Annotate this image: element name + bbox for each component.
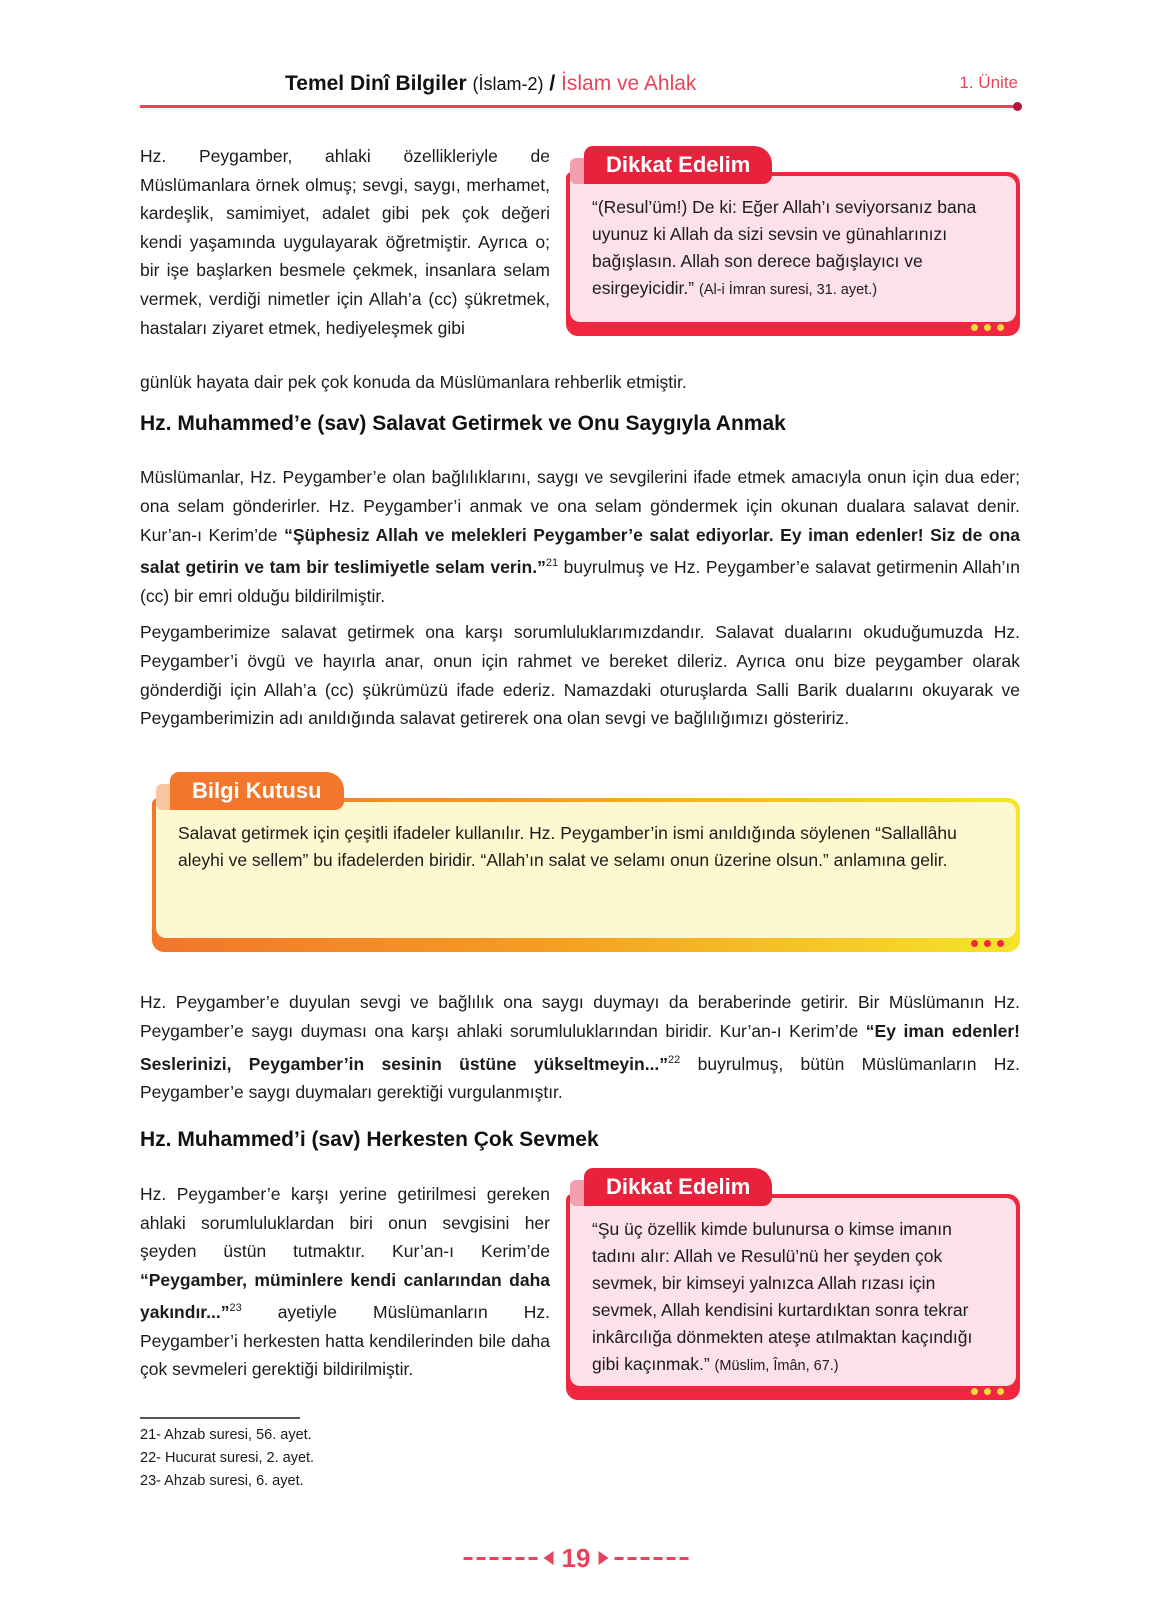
footnote-ref-21: 21 <box>545 557 559 570</box>
callout-text-wrap-1 <box>570 176 1016 322</box>
paragraph-4-part-b: buyrulmuş, bütün Müslümanların Hz. Peygamber’e saygı duymaları gerektiği vurgulanmıştır. <box>140 1053 1020 1103</box>
paragraph-5-part-b: ayetiyle Müslümanların Hz. Peygamber’i herkesten hatta kendilerinden bile daha çok sevmeleri gerektiği bildirilmiştir. <box>140 1302 550 1380</box>
header-title <box>285 72 696 96</box>
triangle-right-icon <box>598 1551 608 1565</box>
footnote-item: 21- Ahzab suresi, 56. ayet. <box>140 1427 312 1443</box>
header-title-paren: (İslam-2) <box>472 74 544 94</box>
callout-quote-1: “(Resul’üm!) De ki: Eğer Allah’ı seviyorsanız bana uyunuz ki Allah da sizi sevsin ve günahlarınızı bağışlasın. Allah son derece bağışlayıcı ve esirgeyicidir.” <box>592 197 977 298</box>
page-number-dashes-right <box>614 1557 688 1560</box>
page-number-dashes-left <box>464 1557 538 1560</box>
paragraph-2-quote: “Şüphesiz Allah ve melekleri Peygamber’e salat ediyorlar. Ey iman edenler! Siz de ona salat getirin ve tam bir teslimiyetle selam verin.” <box>140 524 1021 578</box>
callout-body-3 <box>566 1194 1020 1400</box>
paragraph-1-tail: günlük hayata dair pek çok konuda da Müslümanlara rehberlik etmiştir. <box>140 372 687 392</box>
paragraph-4 <box>140 988 1020 1107</box>
paragraph-4-part-a: Hz. Peygamber’e duyulan sevgi ve bağlılık ona saygı duymayı da beraberinde getirir. Bir Müslümanın Hz. Peygamber’e saygı duyması ona karşı ahlaki sorumluluklarından biridir. Kur’an-ı Kerim’de <box>140 992 1020 1041</box>
callout-body-2 <box>152 798 1020 952</box>
section-heading-sevmek: Hz. Muhammed’i (sav) Herkesten Çok Sevmek <box>140 1128 599 1151</box>
paragraph-5-left-column <box>140 1180 550 1384</box>
header-unit-label: 1. Ünite <box>959 73 1018 92</box>
page-footer <box>0 1545 1152 1579</box>
paragraph-5-quote: “Peygamber, müminlere kendi canlarından daha yakındır...” <box>140 1269 550 1323</box>
header-title-section: İslam ve Ahlak <box>561 72 697 95</box>
header-divider <box>140 105 1020 108</box>
footnote-item: 23- Ahzab suresi, 6. ayet. <box>140 1473 304 1489</box>
footnote-list <box>140 1424 640 1493</box>
paragraph-5-part-a: Hz. Peygamber’e karşı yerine getirilmesi gereken ahlaki sorumluluklardan biri onun sevgisini her şeyden üstün tutmaktır. Kur’an-ı Kerim’de <box>140 1184 550 1262</box>
callout-box-bilgi-kutusu <box>152 772 1020 952</box>
footnote-ref-23: 23 <box>229 1302 242 1315</box>
paragraph-2-part-b: buyrulmuş ve Hz. Peygamber’e salavat getirmenin Allah’ın (cc) bir emri olduğu bildirilmiştir. <box>140 557 1021 607</box>
callout-tab-label-3: Dikkat Edelim <box>584 1168 772 1206</box>
callout-quote-3: “Şu üç özellik kimde bulunursa o kimse imanın tadını alır: Allah ve Resulü’nü her şeyden çok sevmek, bir kimseyi yalnızca Allah rızası için sevmek, Allah kendisini kurtardıktan sonra tekrar inkârcılığa dönmekten ateşe atılmaktan kaçındığı gibi kaçınmak.” <box>592 1219 973 1374</box>
footnote-item: 22- Hucurat suresi, 2. ayet. <box>140 1450 315 1466</box>
callout-source-1: (Al-i İmran suresi, 31. ayet.) <box>698 282 878 298</box>
paragraph-4-quote: “Ey iman edenler! Seslerinizi, Peygamber’in sesinin üstüne yükseltmeyin...” <box>140 1020 1020 1074</box>
callout-tab-label-1: Dikkat Edelim <box>584 146 772 184</box>
paragraph-2 <box>140 463 1020 611</box>
page-number: 19 <box>561 1543 591 1573</box>
callout-box-dikkat-edelim-1 <box>566 146 1020 336</box>
callout-dots-3 <box>971 1388 1004 1395</box>
section-heading-salavat: Hz. Muhammed’e (sav) Salavat Getirmek ve Onu Saygıyla Anmak <box>140 412 786 435</box>
header-title-separator: / <box>549 72 556 95</box>
paragraph-3: Peygamberimize salavat getirmek ona karşı sorumluluklarımızdandır. Salavat dualarını okuduğumuzda Hz. Peygamber’i övgü ve hayırla anar, onun için rahmet ve bereket dileriz. Ayrıca onu bize peygamber olarak gönderdiği için Allah’a (cc) şükrümüzü ifade ederiz. Namazdaki oturuşlarda Salli Barik dualarını okuyarak ve Peygamberimizin adı anıldığında salavat getirerek ona olan sevgi ve bağlılığımızı gösteririz. <box>140 622 1020 729</box>
paragraph-1-left-column: Hz. Peygamber, ahlaki özellikleriyle de Müslümanlara örnek olmuş; sevgi, saygı, merhamet, kardeşlik, samimiyet, adalet gibi pek çok değeri kendi yaşamında uygulayarak öğretmiştir. Ayrıca o; bir işe başlarken besmele çekmek, insanlara selam vermek, verdiği nimetler için Allah’a (cc) şükretmek, hastaları ziyaret etmek, hediyeleşmek gibi <box>140 146 550 338</box>
footnote-divider <box>140 1417 300 1419</box>
callout-dots-2 <box>971 940 1004 947</box>
callout-text-2: Salavat getirmek için çeşitli ifadeler kullanılır. Hz. Peygamber’in ismi anıldığında söylenen “Sallallâhu aleyhi ve sellem” bu ifadelerden biridir. “Allah’ın salat ve selamı onun üzerine olsun.” anlamına gelir. <box>156 802 1016 938</box>
footnote-ref-22: 22 <box>668 1053 681 1066</box>
page-header <box>140 72 1020 118</box>
callout-dots-1 <box>971 324 1004 331</box>
callout-box-dikkat-edelim-2 <box>566 1168 1020 1400</box>
paragraph-2-part-a: Müslümanlar, Hz. Peygamber’e olan bağlılıklarını, saygı ve sevgilerini ifade etmek amacıyla onun için dua eder; ona selam gönderirler. Hz. Peygamber’i anmak ve ona selam göndermek için okunan dualara salavat denir. Kur’an-ı Kerim’de <box>140 467 1020 545</box>
header-title-main: Temel Dinî Bilgiler <box>285 72 467 95</box>
callout-source-3: (Müslim, Îmân, 67.) <box>714 1358 839 1374</box>
page-number-group <box>464 1545 689 1571</box>
callout-body-1 <box>566 172 1020 336</box>
callout-text-wrap-3 <box>570 1198 1016 1386</box>
triangle-left-icon <box>544 1551 554 1565</box>
callout-tab-label-2: Bilgi Kutusu <box>170 772 344 810</box>
